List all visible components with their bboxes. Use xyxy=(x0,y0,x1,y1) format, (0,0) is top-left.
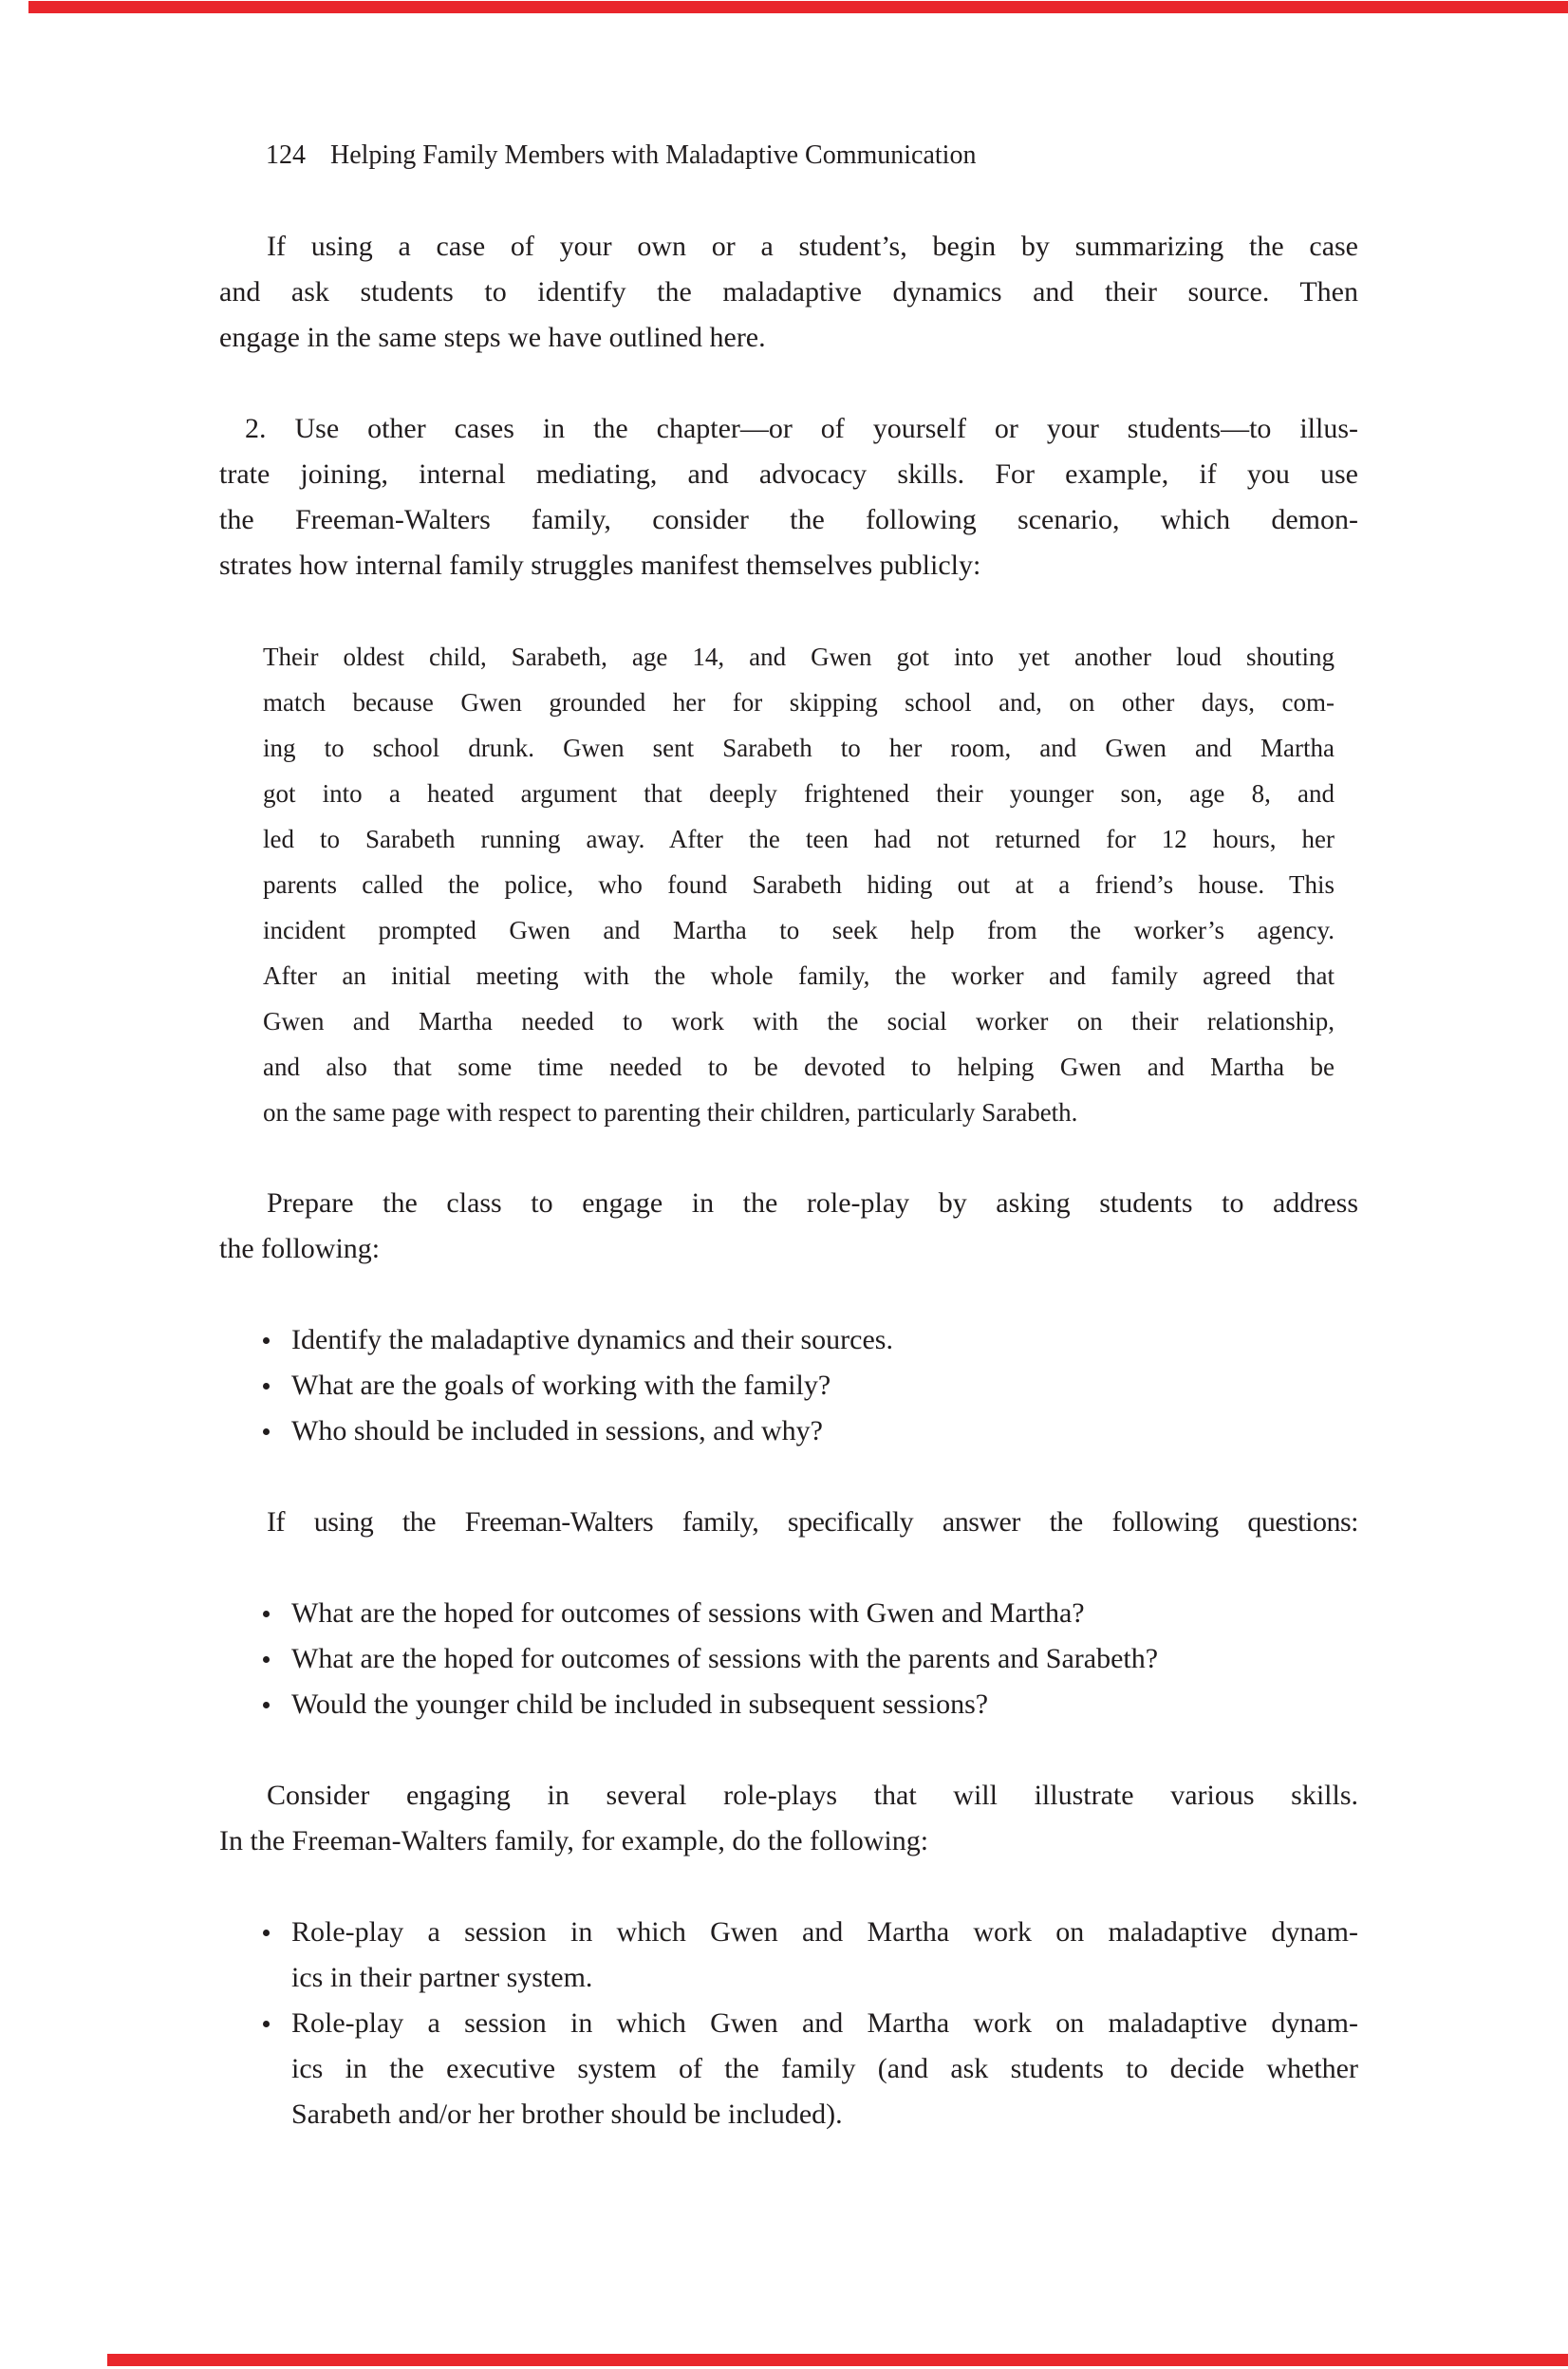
bullet-dot-icon xyxy=(263,1656,270,1663)
text-line: Would the younger child be included in subsequent sessions? xyxy=(291,1688,989,1720)
bullet-dot-icon xyxy=(263,1383,270,1390)
text-line: If using a case of your own or a student’s, begin by summarizing the case xyxy=(267,231,1358,262)
bullet-item xyxy=(219,1317,1358,1363)
bullet-dot-icon xyxy=(263,1611,270,1617)
paragraph xyxy=(219,1500,1358,1545)
text-line: parents called the police, who found Sarabeth hiding out at a friend’s house. This xyxy=(263,870,1335,899)
text-line: Their oldest child, Sarabeth, age 14, and Gwen got into yet another loud shouting xyxy=(263,643,1335,671)
text-line: In the Freeman-Walters family, for example, do the following: xyxy=(219,1825,929,1856)
text-line: incident prompted Gwen and Martha to seek help from the worker’s agency. xyxy=(263,916,1335,944)
text-line: strates how internal family struggles manifest themselves publicly: xyxy=(219,550,981,581)
text-line: 2. Use other cases in the chapter—or of yourself or your students—to illus- xyxy=(245,413,1358,444)
bullet-dot-icon xyxy=(263,1702,270,1708)
page-content xyxy=(219,133,1358,2137)
text-line: and ask students to identify the maladaptive dynamics and their source. Then xyxy=(219,276,1358,308)
text-line: Role-play a session in which Gwen and Martha work on maladaptive dynam- xyxy=(291,2007,1358,2039)
bullet-item xyxy=(219,1363,1358,1408)
page-number: 124 xyxy=(266,140,306,170)
text-line: match because Gwen grounded her for skipping school and, on other days, com- xyxy=(263,688,1335,717)
text-line: Identify the maladaptive dynamics and their sources. xyxy=(291,1324,893,1355)
text-line: If using the Freeman-Walters family, specifically answer the following questions: xyxy=(267,1506,1358,1538)
paragraph xyxy=(219,1181,1358,1272)
bullet-list xyxy=(219,1317,1358,1454)
text-line: Gwen and Martha needed to work with the social worker on their relationship, xyxy=(263,1007,1335,1035)
text-line: Role-play a session in which Gwen and Martha work on maladaptive dynam- xyxy=(291,1916,1358,1948)
bullet-list xyxy=(219,1910,1358,2137)
text-line: What are the hoped for outcomes of sessions with the parents and Sarabeth? xyxy=(291,1643,1159,1674)
body-text xyxy=(219,224,1358,2137)
text-line: trate joining, internal mediating, and advocacy skills. For example, if you use xyxy=(219,458,1358,490)
text-line: and also that some time needed to be devoted to helping Gwen and Martha be xyxy=(263,1053,1335,1081)
text-line: the following: xyxy=(219,1233,381,1264)
text-line: on the same page with respect to parenting their children, particularly Sarabeth. xyxy=(263,1098,1078,1127)
top-red-bar xyxy=(28,1,1568,13)
bullet-item xyxy=(219,1636,1358,1682)
text-line: After an initial meeting with the whole family, the worker and family agreed that xyxy=(263,961,1335,990)
text-line: ics in their partner system. xyxy=(291,1962,593,1993)
bullet-item xyxy=(219,1591,1358,1636)
text-line: led to Sarabeth running away. After the teen had not returned for 12 hours, her xyxy=(263,825,1335,853)
text-line: Who should be included in sessions, and why? xyxy=(291,1415,823,1446)
text-line: engage in the same steps we have outlined here. xyxy=(219,322,766,353)
text-line: What are the goals of working with the family? xyxy=(291,1370,831,1401)
bullet-item xyxy=(219,2001,1358,2137)
paragraph xyxy=(219,1773,1358,1864)
text-line: What are the hoped for outcomes of sessions with Gwen and Martha? xyxy=(291,1597,1085,1629)
paragraph xyxy=(219,224,1358,361)
bottom-red-bar xyxy=(107,2354,1568,2366)
bullet-item xyxy=(219,1408,1358,1454)
text-line: the Freeman-Walters family, consider the following scenario, which demon- xyxy=(219,504,1358,535)
bullet-dot-icon xyxy=(263,2021,270,2027)
bullet-item xyxy=(219,1910,1358,2001)
block-quote xyxy=(263,634,1335,1135)
text-line: Consider engaging in several role-plays that will illustrate various skills. xyxy=(267,1780,1358,1811)
bullet-dot-icon xyxy=(263,1428,270,1435)
text-line: got into a heated argument that deeply frightened their younger son, age 8, and xyxy=(263,779,1335,808)
bullet-list xyxy=(219,1591,1358,1727)
bullet-dot-icon xyxy=(263,1337,270,1344)
chapter-title: Helping Family Members with Maladaptive Communication xyxy=(330,140,977,170)
text-line: ing to school drunk. Gwen sent Sarabeth to her room, and Gwen and Martha xyxy=(263,734,1335,762)
bullet-dot-icon xyxy=(263,1930,270,1936)
text-line: Prepare the class to engage in the role-play by asking students to address xyxy=(267,1187,1358,1219)
text-line: ics in the executive system of the family (and ask students to decide whether xyxy=(291,2053,1358,2084)
bullet-item xyxy=(219,1682,1358,1727)
running-head xyxy=(219,133,1358,178)
paragraph xyxy=(219,406,1358,588)
text-line: Sarabeth and/or her brother should be included). xyxy=(291,2099,843,2130)
